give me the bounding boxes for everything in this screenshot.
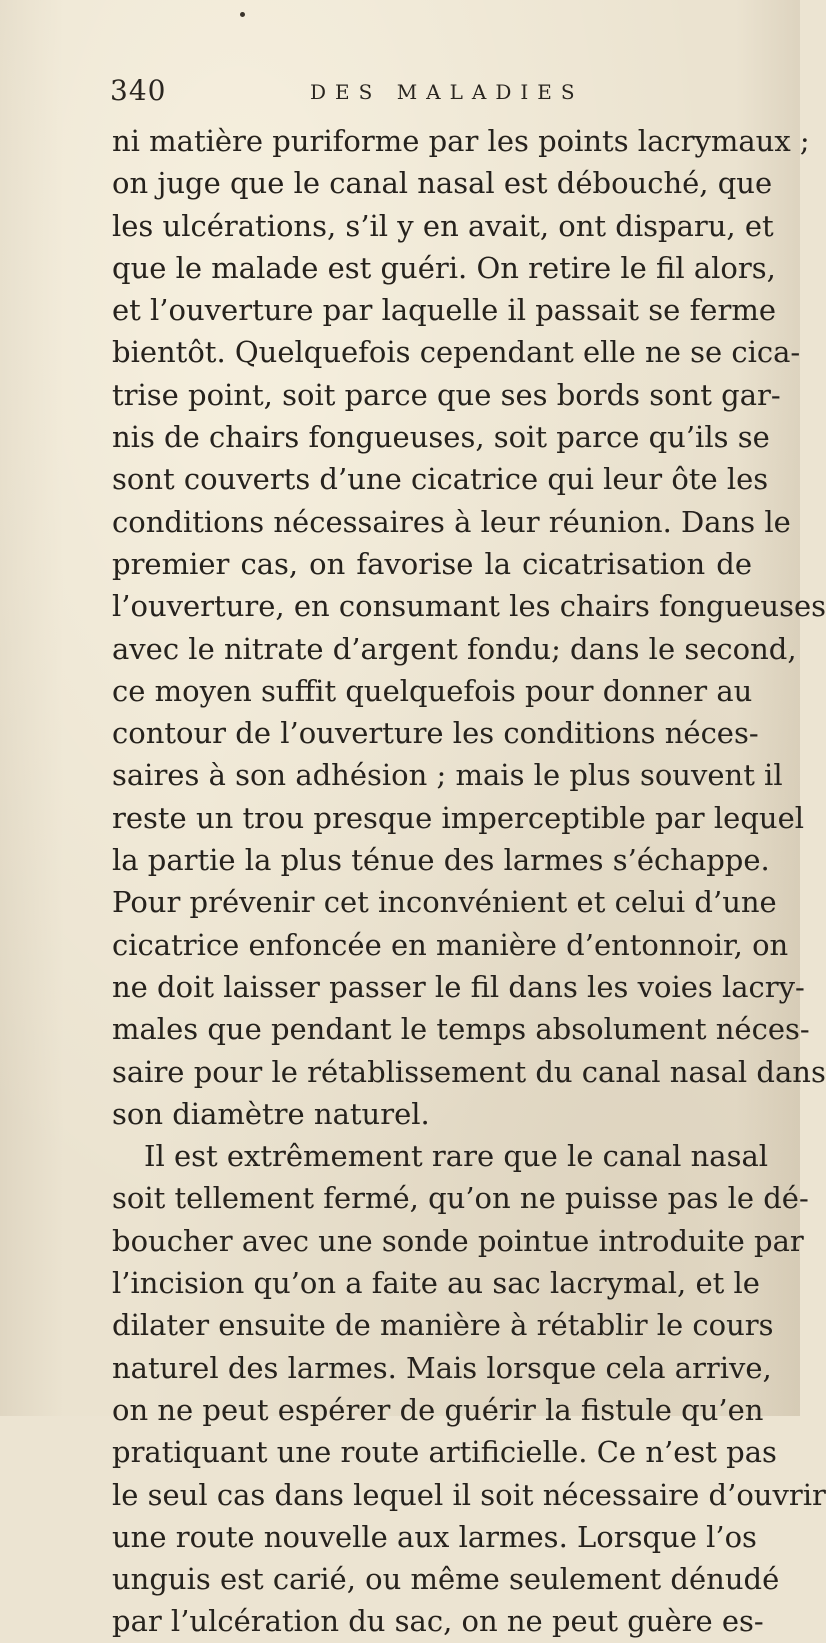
- page-number: 340: [110, 74, 167, 107]
- text-line: nis de chairs fongueuses, soit parce qu’ils se: [112, 420, 770, 455]
- text-line: et l’ouverture par laquelle il passait se ferme: [112, 293, 776, 328]
- text-line: dilater ensuite de manière à rétablir le cours: [112, 1308, 774, 1343]
- text-line: unguis est carié, ou même seulement dénudé: [112, 1562, 780, 1597]
- text-line: sont couverts d’une cicatrice qui leur ôte les: [112, 462, 769, 497]
- text-line: cicatrice enfoncée en manière d’entonnoir, on: [112, 927, 789, 962]
- text-line: boucher avec une sonde pointue introduite par: [112, 1223, 804, 1258]
- text-line: les ulcérations, s’il y en avait, ont disparu, et: [112, 208, 774, 243]
- text-line: naturel des larmes. Mais lorsque cela arrive,: [112, 1350, 772, 1385]
- text-line: l’ouverture, en consumant les chairs fongueuses: [112, 589, 826, 624]
- text-line: ni matière puriforme par les points lacrymaux ;: [112, 124, 810, 158]
- text-line: males que pendant le temps absolument néces-: [112, 1012, 810, 1047]
- text-line: on juge que le canal nasal est débouché, que: [112, 166, 773, 201]
- text-line: on ne peut espérer de guérir la fistule qu’en: [112, 1392, 764, 1427]
- text-line: bientôt. Quelquefois cependant elle ne se cica-: [112, 335, 801, 370]
- running-head: DES MALADIES: [310, 80, 584, 104]
- text-line: Pour prévenir cet inconvénient et celui d’une: [112, 885, 777, 920]
- text-line: conditions nécessaires à leur réunion. Dans le: [112, 504, 791, 539]
- text-line: le seul cas dans lequel il soit nécessaire d’ouvrir: [112, 1477, 826, 1512]
- ink-speck: [240, 12, 245, 17]
- text-line: avec le nitrate d’argent fondu; dans le second,: [112, 631, 797, 666]
- text-line: soit tellement fermé, qu’on ne puisse pas le dé-: [112, 1181, 809, 1216]
- body-text: [112, 120, 826, 1643]
- text-line: par l’ulcération du sac, on ne peut guère es-: [112, 1604, 764, 1639]
- text-line: ce moyen suffit quelquefois pour donner au: [112, 673, 753, 708]
- page-header: [110, 74, 750, 114]
- text-line: que le malade est guéri. On retire le fil alors,: [112, 250, 776, 285]
- text-line: contour de l’ouverture les conditions néces-: [112, 716, 759, 751]
- text-line: saires à son adhésion ; mais le plus souvent il: [112, 758, 783, 793]
- text-line: trise point, soit parce que ses bords sont gar-: [112, 377, 781, 412]
- text-line: saire pour le rétablissement du canal nasal dans: [112, 1054, 826, 1089]
- text-line: premier cas, on favorise la cicatrisation de: [112, 546, 752, 581]
- text-line: Il est extrêmement rare que le canal nasal: [144, 1139, 769, 1174]
- text-line: pratiquant une route artificielle. Ce n’est pas: [112, 1435, 777, 1470]
- text-line: une route nouvelle aux larmes. Lorsque l’os: [112, 1519, 757, 1554]
- text-line: reste un trou presque imperceptible par lequel: [112, 800, 805, 835]
- text-line: l’incision qu’on a faite au sac lacrymal, et le: [112, 1266, 760, 1301]
- text-line: son diamètre naturel.: [112, 1096, 430, 1131]
- text-line: ne doit laisser passer le fil dans les voies lacry-: [112, 969, 805, 1004]
- text-line: la partie la plus ténue des larmes s’échappe.: [112, 843, 770, 878]
